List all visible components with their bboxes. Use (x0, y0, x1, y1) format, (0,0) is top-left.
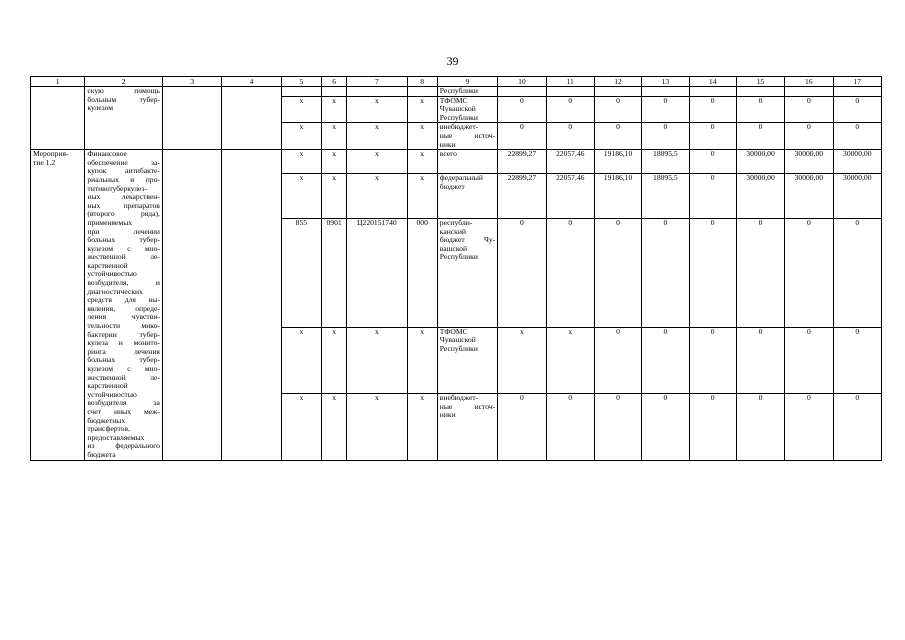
text-line: бюджетных (87, 415, 126, 425)
text-line: Республики (439, 344, 478, 354)
text-line: бюджет (439, 181, 465, 191)
column-number: 4 (222, 77, 281, 87)
column-number: 3 (162, 77, 221, 87)
text-line: средств для вы- (87, 295, 160, 305)
value-cell-11: 0 (546, 218, 594, 327)
funding-source-cell (437, 173, 497, 218)
code-cell-7: x (347, 150, 407, 174)
code-cell-5 (281, 87, 321, 97)
value-cell-17: 30000,00 (833, 150, 881, 174)
funding-source-cell (437, 218, 497, 327)
value-cell-11: 0 (546, 394, 594, 460)
code-cell-7: x (347, 173, 407, 218)
value-cell-16: 0 (785, 327, 833, 393)
value-cell-10 (498, 87, 546, 97)
funding-source-cell (437, 123, 497, 150)
text-line: всего (439, 149, 457, 159)
text-line: ных препаратов (87, 200, 160, 210)
column-number: 7 (347, 77, 407, 87)
column-number: 6 (322, 77, 347, 87)
text-line: карственной (87, 381, 128, 391)
code-cell-8: x (407, 123, 437, 150)
column-number: 17 (833, 77, 881, 87)
text-line: счет иных меж- (87, 406, 160, 416)
code-cell-5: 855 (281, 218, 321, 327)
code-cell-8: x (407, 394, 437, 460)
text-line: ные источ- (439, 130, 496, 140)
text-line: канский (439, 226, 466, 236)
text-line: жественной ле- (87, 252, 160, 262)
code-cell-6: 0901 (322, 218, 347, 327)
text-line: риальных и про- (87, 174, 160, 184)
text-line: (второго ряда), (87, 209, 160, 219)
value-cell-17 (833, 87, 881, 97)
text-line: трансфертов, (87, 424, 130, 434)
value-cell-13: 18095,5 (642, 150, 689, 174)
value-cell-13 (642, 87, 689, 97)
text-line: тие 1.2 (33, 157, 56, 167)
text-line: предоставляемых (87, 432, 145, 442)
value-cell-10: 0 (498, 123, 546, 150)
value-cell-12: 0 (594, 96, 641, 123)
text-line: Чувашской (439, 335, 476, 345)
text-line: больным тубер- (87, 94, 160, 104)
value-cell-15: 0 (736, 96, 784, 123)
value-cell-13: 0 (642, 96, 689, 123)
page-number: 39 (446, 54, 459, 68)
value-cell-16: 30000,00 (785, 173, 833, 218)
text-line: купок антибакте- (87, 166, 160, 176)
code-cell-6: x (322, 173, 347, 218)
value-cell-13: 0 (642, 123, 689, 150)
code-cell-5: x (281, 327, 321, 393)
value-cell-12 (594, 87, 641, 97)
text-line: кулезом с мно- (87, 243, 160, 253)
value-cell-11: 22057,46 (546, 173, 594, 218)
value-cell-14: 0 (689, 394, 736, 460)
code-cell-8: x (407, 96, 437, 123)
value-cell-13: 0 (642, 327, 689, 393)
funding-row (31, 150, 882, 174)
value-cell-14: 0 (689, 123, 736, 150)
funding-source-cell: Республики (437, 87, 497, 97)
empty-cell-3 (162, 87, 221, 150)
code-cell-5: x (281, 394, 321, 460)
code-cell-6: x (322, 327, 347, 393)
text-line: из федерального (87, 441, 160, 451)
text-line: кулеза и монито- (87, 338, 160, 348)
text-line: возбудителя, и (87, 278, 160, 288)
column-number: 13 (642, 77, 689, 87)
value-cell-11: 22057,46 (546, 150, 594, 174)
value-cell-11 (546, 87, 594, 97)
value-cell-17: 0 (833, 96, 881, 123)
code-cell-5: x (281, 96, 321, 123)
value-cell-11: 0 (546, 96, 594, 123)
value-cell-17: 30000,00 (833, 173, 881, 218)
text-line: бюджет Чу- (439, 235, 496, 245)
column-number: 11 (546, 77, 594, 87)
funding-source-cell (437, 150, 497, 174)
value-cell-16: 0 (785, 218, 833, 327)
text-line: Чувашской (439, 104, 476, 114)
code-cell-6: x (322, 96, 347, 123)
code-cell-7 (347, 87, 407, 97)
column-number-header-row (31, 77, 882, 87)
event-name-cell (85, 150, 163, 460)
code-cell-6: x (322, 394, 347, 460)
budget-table (30, 76, 882, 461)
value-cell-16: 0 (785, 96, 833, 123)
value-cell-15: 0 (736, 218, 784, 327)
column-number: 1 (31, 77, 85, 87)
empty-cell-3 (162, 150, 221, 460)
text-line: Мероприя- (33, 149, 69, 159)
column-number: 15 (736, 77, 784, 87)
text-line: обеспечение за- (87, 157, 160, 167)
empty-cell-4 (222, 150, 281, 460)
text-line: ТФОМС (439, 327, 468, 336)
value-cell-17: 0 (833, 218, 881, 327)
event-name-cell (85, 87, 163, 150)
code-cell-6: x (322, 123, 347, 150)
text-line: явления, опреде- (87, 303, 160, 313)
text-line: бактерии тубер- (87, 329, 160, 339)
text-line: устойчивостью (87, 269, 137, 279)
value-cell-12: 19186,10 (594, 173, 641, 218)
text-line: диагностических (87, 286, 143, 296)
value-cell-15: 0 (736, 394, 784, 460)
text-line: Республики (439, 252, 478, 262)
value-cell-12: 0 (594, 123, 641, 150)
code-cell-6: x (322, 150, 347, 174)
event-id-cell (31, 150, 85, 460)
code-cell-7: x (347, 123, 407, 150)
funding-source-cell (437, 96, 497, 123)
code-cell-8: x (407, 327, 437, 393)
column-number: 2 (85, 77, 163, 87)
text-line: Финансовое (87, 149, 127, 159)
text-line: возбудителя за (87, 398, 160, 408)
value-cell-14: 0 (689, 96, 736, 123)
text-line: больных тубер- (87, 235, 160, 245)
text-line: ления чувстви- (87, 312, 160, 322)
text-line: республи- (439, 218, 473, 227)
text-line: применяемых (87, 217, 133, 227)
code-cell-7: x (347, 327, 407, 393)
text-line: вашской (439, 243, 468, 253)
value-cell-16: 30000,00 (785, 150, 833, 174)
text-line: ных лекарствен- (87, 192, 160, 202)
column-number: 9 (437, 77, 497, 87)
value-cell-14: 0 (689, 218, 736, 327)
text-line: ные источ- (439, 401, 496, 411)
text-line: ТФОМС (439, 96, 468, 105)
value-cell-16 (785, 87, 833, 97)
text-line: внебюджет- (439, 393, 479, 403)
value-cell-10: 22899,27 (498, 150, 546, 174)
value-cell-14: 0 (689, 327, 736, 393)
value-cell-11: x (546, 327, 594, 393)
text-line: устойчивостью (87, 389, 137, 399)
funding-source-cell (437, 394, 497, 460)
value-cell-16: 0 (785, 394, 833, 460)
value-cell-13: 18095,5 (642, 173, 689, 218)
value-cell-17: 0 (833, 327, 881, 393)
value-cell-10: 0 (498, 96, 546, 123)
value-cell-11: 0 (546, 123, 594, 150)
code-cell-8: x (407, 150, 437, 174)
text-line: тельности мико- (87, 321, 160, 331)
code-cell-7: Ц220151740 (347, 218, 407, 327)
value-cell-17: 0 (833, 394, 881, 460)
text-line: при лечении (87, 226, 160, 236)
text-line: бюджета (87, 449, 116, 459)
value-cell-15: 30000,00 (736, 173, 784, 218)
code-cell-6 (322, 87, 347, 97)
continuation-tail-row (31, 87, 882, 97)
value-cell-12: 19186,10 (594, 150, 641, 174)
text-line: ники (439, 410, 456, 420)
value-cell-14: 0 (689, 150, 736, 174)
code-cell-8 (407, 87, 437, 97)
code-cell-7: x (347, 96, 407, 123)
text-line: внебюджет- (439, 122, 479, 132)
column-number: 12 (594, 77, 641, 87)
text-line: ринга лечения (87, 346, 160, 356)
value-cell-10: 0 (498, 218, 546, 327)
column-number: 16 (785, 77, 833, 87)
value-cell-13: 0 (642, 218, 689, 327)
code-cell-5: x (281, 123, 321, 150)
value-cell-15: 0 (736, 123, 784, 150)
code-cell-8: 000 (407, 218, 437, 327)
text-line: федеральный (439, 173, 483, 182)
column-number: 14 (689, 77, 736, 87)
value-cell-12: 0 (594, 218, 641, 327)
text-line: титивотуберкулез- (87, 183, 148, 193)
value-cell-10: 22899,27 (498, 173, 546, 218)
value-cell-10: x (498, 327, 546, 393)
text-line: Республики (439, 112, 478, 122)
value-cell-15: 30000,00 (736, 150, 784, 174)
column-number: 8 (407, 77, 437, 87)
value-cell-15 (736, 87, 784, 97)
value-cell-10: 0 (498, 394, 546, 460)
code-cell-5: x (281, 150, 321, 174)
value-cell-12: 0 (594, 394, 641, 460)
text-line: больных тубер- (87, 355, 160, 365)
column-number: 5 (281, 77, 321, 87)
empty-cell-4 (222, 87, 281, 150)
text-line: кулезом с мно- (87, 364, 160, 373)
value-cell-16: 0 (785, 123, 833, 150)
column-number: 10 (498, 77, 546, 87)
funding-source-cell (437, 327, 497, 393)
code-cell-5: x (281, 173, 321, 218)
text-line: кулезом (87, 103, 114, 113)
value-cell-12: 0 (594, 327, 641, 393)
text-line: карственной (87, 260, 128, 270)
code-cell-7: x (347, 394, 407, 460)
value-cell-14 (689, 87, 736, 97)
value-cell-14: 0 (689, 173, 736, 218)
text-line: ники (439, 139, 456, 149)
value-cell-13: 0 (642, 394, 689, 460)
value-cell-15: 0 (736, 327, 784, 393)
value-cell-17: 0 (833, 123, 881, 150)
code-cell-8: x (407, 173, 437, 218)
text-line: скую помощь (87, 86, 160, 95)
text-line: жественной ле- (87, 372, 160, 382)
event-id-cell (31, 87, 85, 150)
